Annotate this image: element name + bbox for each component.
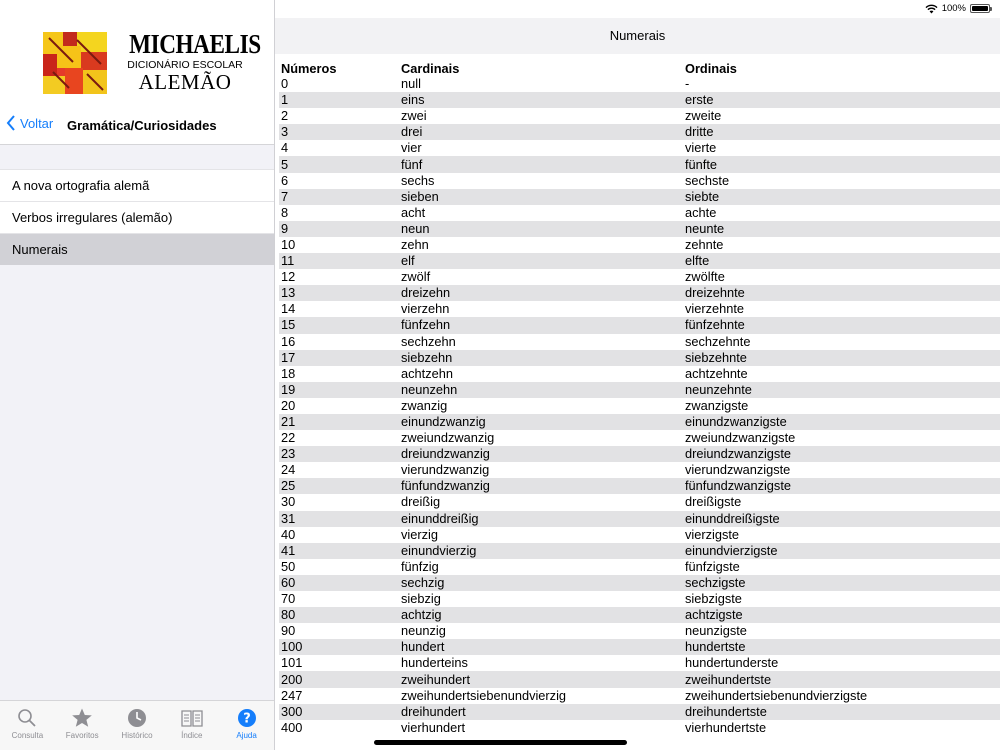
table-row bbox=[279, 398, 1000, 414]
cell-numero: 200 bbox=[279, 671, 399, 687]
table-row bbox=[279, 269, 1000, 285]
table-row bbox=[279, 494, 1000, 510]
cell-numero: 24 bbox=[281, 462, 296, 478]
svg-text:?: ? bbox=[242, 711, 251, 727]
cell-ordinal: achte bbox=[685, 204, 717, 220]
battery-percent: 100% bbox=[941, 3, 966, 14]
table-row bbox=[279, 382, 1000, 398]
cell-numero: 400 bbox=[281, 719, 303, 735]
cell-cardinal: neunzehn bbox=[399, 382, 683, 398]
table-row bbox=[279, 189, 1000, 205]
cell-ordinal: vierundzwanzigste bbox=[685, 462, 791, 478]
cell-ordinal: vierhundertste bbox=[685, 719, 767, 735]
tab-label: Favoritos bbox=[65, 731, 99, 740]
cell-numero: 12 bbox=[281, 269, 296, 285]
cell-numero: 8 bbox=[281, 204, 289, 220]
table-row bbox=[279, 543, 1000, 559]
cell-numero: 4 bbox=[281, 140, 289, 156]
cell-ordinal: siebte bbox=[683, 189, 1000, 205]
cell-ordinal: achtzigste bbox=[683, 607, 1000, 623]
cell-cardinal: elf bbox=[399, 253, 683, 269]
table-body bbox=[279, 76, 1000, 736]
cell-numero: 70 bbox=[281, 591, 296, 607]
cell-numero: 13 bbox=[279, 285, 399, 301]
clock-icon bbox=[126, 708, 148, 728]
cell-numero: 22 bbox=[281, 430, 296, 446]
cell-numero: 31 bbox=[279, 511, 399, 527]
table-row bbox=[279, 221, 1000, 237]
cell-ordinal: - bbox=[685, 76, 690, 92]
cell-ordinal: achtzehnte bbox=[685, 365, 748, 381]
brand-line1: MICHAELIS bbox=[129, 29, 261, 59]
brand-line3: ALEMÃO bbox=[138, 70, 232, 94]
cell-cardinal: dreiundzwanzig bbox=[399, 446, 683, 462]
back-button[interactable] bbox=[6, 115, 53, 131]
table-row bbox=[279, 639, 1000, 655]
cell-numero: 5 bbox=[279, 156, 399, 172]
cell-numero: 11 bbox=[279, 253, 399, 269]
star-icon bbox=[71, 708, 93, 728]
home-indicator[interactable] bbox=[374, 740, 627, 745]
table-row bbox=[279, 575, 1000, 591]
cell-numero: 15 bbox=[279, 317, 399, 333]
book-icon bbox=[181, 708, 203, 728]
cell-numero: 16 bbox=[281, 333, 296, 349]
menu-list bbox=[0, 169, 274, 265]
table-row bbox=[279, 350, 1000, 366]
cell-cardinal: sieben bbox=[399, 189, 683, 205]
tab-label: Ajuda bbox=[236, 731, 257, 740]
col-header-cardinais: Cardinais bbox=[401, 60, 460, 76]
tab-historico[interactable] bbox=[110, 701, 165, 750]
cell-ordinal: vierzehnte bbox=[685, 301, 745, 317]
cell-numero: 17 bbox=[279, 350, 399, 366]
menu-item-numerais[interactable]: Numerais bbox=[0, 233, 274, 265]
cell-ordinal: zehnte bbox=[685, 236, 724, 252]
cell-ordinal: siebzigste bbox=[685, 591, 742, 607]
nav-title: Gramática/Curiosidades bbox=[67, 118, 217, 133]
cell-cardinal: vierundzwanzig bbox=[401, 462, 490, 478]
back-label: Voltar bbox=[20, 115, 54, 131]
cell-ordinal: neunte bbox=[683, 221, 1000, 237]
menu-item-verbos[interactable]: Verbos irregulares (alemão) bbox=[0, 201, 274, 233]
table-row bbox=[279, 720, 1000, 736]
tab-favoritos[interactable] bbox=[55, 701, 110, 750]
cell-ordinal: zweiundzwanzigste bbox=[685, 430, 796, 446]
cell-cardinal: zweiundzwanzig bbox=[401, 430, 495, 446]
cell-cardinal: drei bbox=[399, 124, 683, 140]
cell-ordinal: dritte bbox=[683, 124, 1000, 140]
col-header-numeros: Números bbox=[281, 60, 337, 76]
tab-label: Histórico bbox=[121, 731, 153, 740]
cell-ordinal: zweihundertste bbox=[683, 671, 1000, 687]
cell-numero: 0 bbox=[281, 76, 289, 92]
main-panel bbox=[275, 0, 1000, 750]
cell-cardinal: zehn bbox=[401, 236, 429, 252]
cell-numero: 1 bbox=[279, 92, 399, 108]
cell-cardinal: einundzwanzig bbox=[399, 414, 683, 430]
cell-cardinal: hunderteins bbox=[401, 655, 468, 671]
cell-ordinal: dreihundertste bbox=[683, 704, 1000, 720]
michaelis-logo-icon bbox=[43, 32, 107, 94]
table-row bbox=[279, 623, 1000, 639]
col-header-ordinais: Ordinais bbox=[685, 60, 737, 76]
brand-line2: DICIONÁRIO ESCOLAR bbox=[127, 59, 243, 71]
cell-cardinal: dreihundert bbox=[399, 704, 683, 720]
cell-cardinal: zwanzig bbox=[401, 397, 448, 413]
cell-cardinal: vierzig bbox=[401, 526, 438, 542]
table-row bbox=[279, 156, 1000, 172]
page-title: Numerais bbox=[275, 18, 1000, 54]
table-row bbox=[279, 285, 1000, 301]
cell-numero: 300 bbox=[279, 704, 399, 720]
cell-numero: 10 bbox=[281, 236, 296, 252]
cell-ordinal: siebzehnte bbox=[683, 350, 1000, 366]
cell-ordinal: sechzehnte bbox=[685, 333, 751, 349]
table-row bbox=[279, 173, 1000, 189]
cell-ordinal: fünfte bbox=[683, 156, 1000, 172]
cell-ordinal: hundertste bbox=[683, 639, 1000, 655]
cell-numero: 40 bbox=[281, 526, 296, 542]
cell-cardinal: zweihundert bbox=[399, 671, 683, 687]
cell-ordinal: zwanzigste bbox=[685, 397, 749, 413]
cell-numero: 6 bbox=[281, 172, 289, 188]
table-row bbox=[279, 478, 1000, 494]
cell-ordinal: fünfzigste bbox=[685, 558, 740, 574]
cell-ordinal: zweihundertsiebenundvierzigste bbox=[685, 687, 868, 703]
cell-numero: 247 bbox=[281, 687, 303, 703]
table-row bbox=[279, 140, 1000, 156]
cell-cardinal: zweihundertsiebenundvierzig bbox=[401, 687, 567, 703]
cell-ordinal: sechste bbox=[685, 172, 730, 188]
cell-ordinal: einundzwanzigste bbox=[683, 414, 1000, 430]
cell-cardinal: zwei bbox=[401, 108, 427, 124]
tab-label: Índice bbox=[181, 731, 203, 740]
cell-ordinal: vierte bbox=[685, 140, 717, 156]
cell-numero: 21 bbox=[279, 414, 399, 430]
cell-cardinal: fünfundzwanzig bbox=[399, 478, 683, 494]
nav-bar bbox=[0, 112, 274, 138]
cell-cardinal: vier bbox=[401, 140, 422, 156]
cell-ordinal: fünfzehnte bbox=[683, 317, 1000, 333]
cell-cardinal: hundert bbox=[399, 639, 683, 655]
table-row bbox=[279, 414, 1000, 430]
cell-cardinal: sechzehn bbox=[401, 333, 456, 349]
cell-cardinal: dreizehn bbox=[399, 285, 683, 301]
table-row bbox=[279, 607, 1000, 623]
table-row bbox=[279, 655, 1000, 671]
table-row bbox=[279, 108, 1000, 124]
cell-cardinal: einundvierzig bbox=[399, 543, 683, 559]
table-row bbox=[279, 430, 1000, 446]
cell-ordinal: neunzigste bbox=[685, 623, 747, 639]
tab-ajuda[interactable] bbox=[219, 701, 274, 750]
tab-bar bbox=[0, 700, 274, 750]
cell-numero: 60 bbox=[279, 575, 399, 591]
cell-numero: 3 bbox=[279, 124, 399, 140]
cell-ordinal: sechzigste bbox=[683, 575, 1000, 591]
table-row bbox=[279, 704, 1000, 720]
cell-cardinal: eins bbox=[399, 92, 683, 108]
cell-ordinal: dreizehnte bbox=[683, 285, 1000, 301]
cell-numero: 2 bbox=[281, 108, 289, 124]
table-row bbox=[279, 511, 1000, 527]
cell-numero: 7 bbox=[279, 189, 399, 205]
cell-cardinal: dreißig bbox=[401, 494, 441, 510]
table-row bbox=[279, 124, 1000, 140]
cell-numero: 101 bbox=[281, 655, 303, 671]
cell-cardinal: siebzehn bbox=[399, 350, 683, 366]
cell-numero: 100 bbox=[279, 639, 399, 655]
help-icon bbox=[236, 708, 258, 728]
table-row bbox=[279, 334, 1000, 350]
table-row bbox=[279, 253, 1000, 269]
table-row bbox=[279, 92, 1000, 108]
cell-ordinal: neunzehnte bbox=[683, 382, 1000, 398]
cell-numero: 90 bbox=[281, 623, 296, 639]
cell-cardinal: fünfzig bbox=[401, 558, 439, 574]
cell-ordinal: einunddreißigste bbox=[683, 511, 1000, 527]
cell-ordinal: hundertunderste bbox=[685, 655, 779, 671]
cell-cardinal: acht bbox=[401, 204, 426, 220]
cell-cardinal: sechzig bbox=[399, 575, 683, 591]
cell-ordinal: fünfundzwanzigste bbox=[683, 478, 1000, 494]
cell-cardinal: achtzig bbox=[399, 607, 683, 623]
menu-item-ortografia[interactable]: A nova ortografia alemã bbox=[0, 169, 274, 201]
cell-cardinal: neun bbox=[399, 221, 683, 237]
cell-cardinal: zwölf bbox=[401, 269, 431, 285]
cell-ordinal: zweite bbox=[685, 108, 722, 124]
chevron-left-icon bbox=[6, 115, 16, 131]
cell-numero: 30 bbox=[281, 494, 296, 510]
cell-cardinal: fünf bbox=[399, 156, 683, 172]
cell-ordinal: erste bbox=[683, 92, 1000, 108]
cell-cardinal: siebzig bbox=[401, 591, 441, 607]
cell-ordinal: elfte bbox=[683, 253, 1000, 269]
cell-numero: 19 bbox=[279, 382, 399, 398]
cell-ordinal: zwölfte bbox=[685, 269, 725, 285]
table-row bbox=[279, 366, 1000, 382]
table-row bbox=[279, 559, 1000, 575]
cell-ordinal: einundvierzigste bbox=[683, 543, 1000, 559]
table-row bbox=[279, 527, 1000, 543]
cell-numero: 80 bbox=[279, 607, 399, 623]
brand-title bbox=[120, 29, 261, 94]
cell-ordinal: vierzigste bbox=[685, 526, 740, 542]
cell-numero: 50 bbox=[281, 558, 296, 574]
cell-cardinal: vierhundert bbox=[401, 719, 466, 735]
cell-cardinal: null bbox=[401, 76, 421, 92]
numerals-table bbox=[279, 60, 1000, 736]
cell-numero: 20 bbox=[281, 397, 296, 413]
cell-ordinal: dreißigste bbox=[685, 494, 742, 510]
cell-numero: 18 bbox=[281, 365, 296, 381]
search-icon bbox=[16, 708, 38, 728]
cell-cardinal: achtzehn bbox=[401, 365, 453, 381]
cell-numero: 9 bbox=[279, 221, 399, 237]
table-row bbox=[279, 76, 1000, 92]
cell-cardinal: vierzehn bbox=[401, 301, 450, 317]
cell-numero: 14 bbox=[281, 301, 296, 317]
table-header-row bbox=[279, 60, 1000, 76]
cell-numero: 23 bbox=[279, 446, 399, 462]
cell-numero: 41 bbox=[279, 543, 399, 559]
table-row bbox=[279, 688, 1000, 704]
table-row bbox=[279, 205, 1000, 221]
sidebar bbox=[0, 0, 275, 750]
tab-indice[interactable] bbox=[164, 701, 219, 750]
table-row bbox=[279, 237, 1000, 253]
cell-numero: 25 bbox=[279, 478, 399, 494]
table-row bbox=[279, 462, 1000, 478]
sidebar-header bbox=[0, 0, 274, 145]
cell-ordinal: dreiundzwanzigste bbox=[683, 446, 1000, 462]
table-row bbox=[279, 671, 1000, 687]
cell-cardinal: sechs bbox=[401, 172, 435, 188]
table-row bbox=[279, 446, 1000, 462]
tab-consulta[interactable] bbox=[0, 701, 55, 750]
cell-cardinal: neunzig bbox=[401, 623, 446, 639]
table-row bbox=[279, 591, 1000, 607]
cell-cardinal: fünfzehn bbox=[399, 317, 683, 333]
table-row bbox=[279, 317, 1000, 333]
cell-cardinal: einunddreißig bbox=[399, 511, 683, 527]
tab-label: Consulta bbox=[11, 731, 44, 740]
table-row bbox=[279, 301, 1000, 317]
